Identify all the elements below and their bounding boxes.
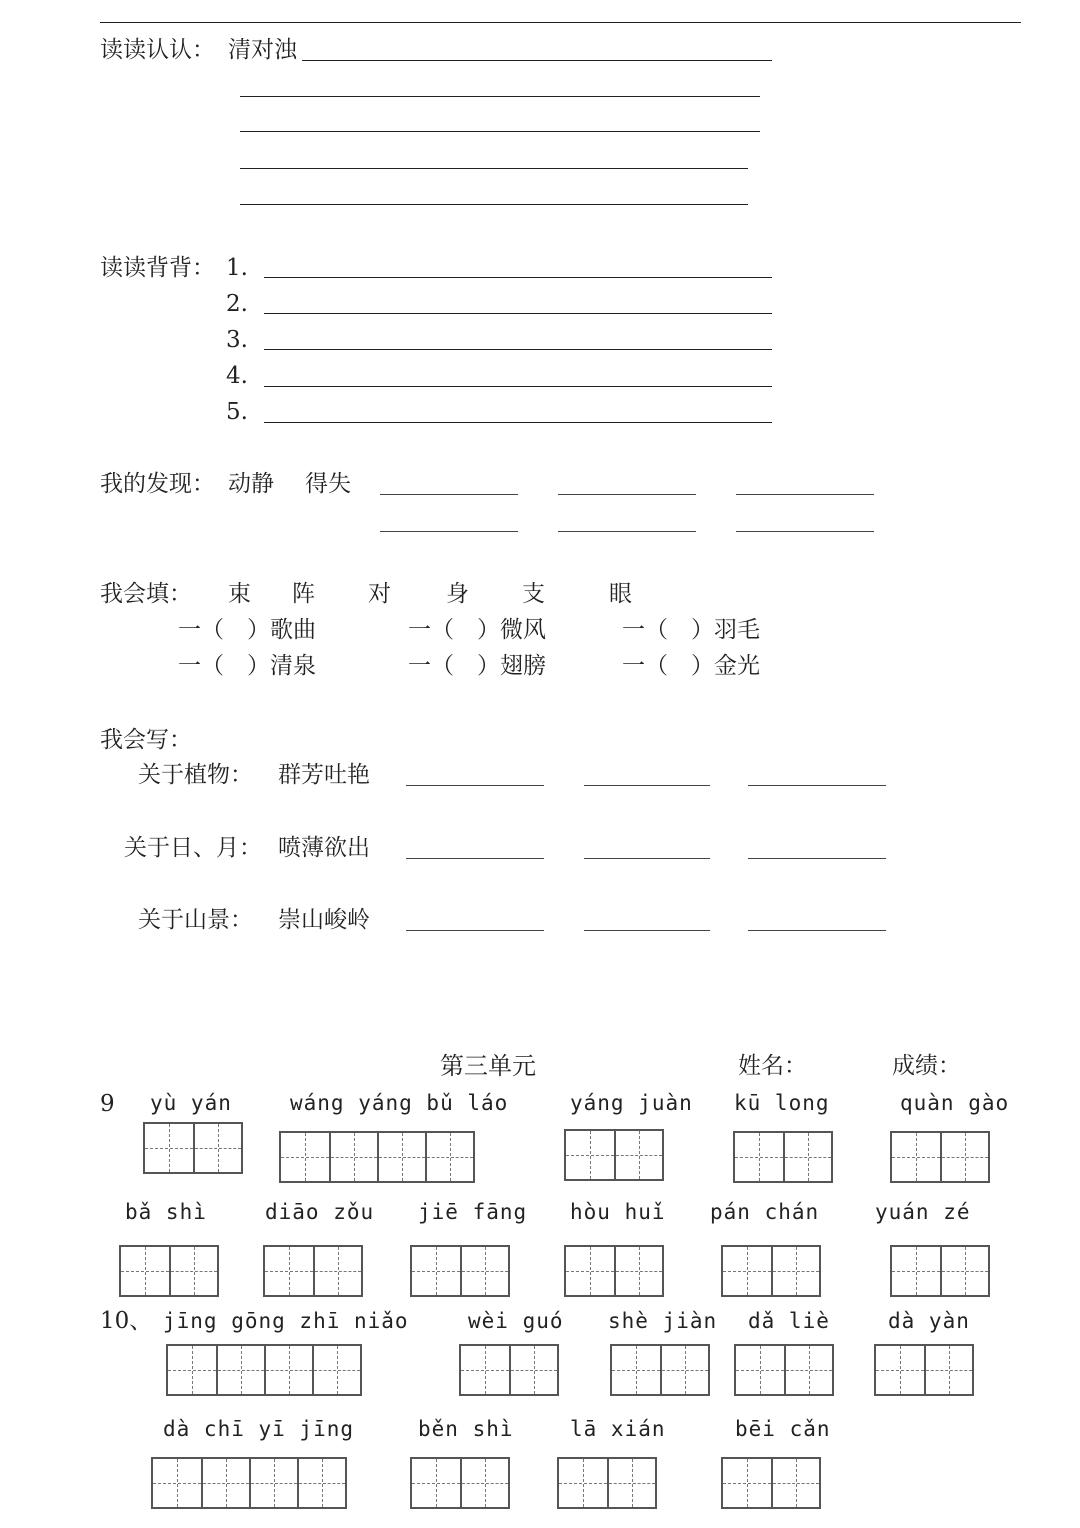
option-word: 身 xyxy=(446,581,469,607)
blank[interactable] xyxy=(584,930,710,931)
fill-item[interactable]: 一（ ）羽毛 xyxy=(622,617,760,643)
option-word: 眼 xyxy=(609,581,632,607)
fill-item[interactable]: 一（ ）微风 xyxy=(408,617,546,643)
answer-line[interactable] xyxy=(240,131,760,132)
answer-line[interactable] xyxy=(264,386,772,387)
item-number: 3. xyxy=(226,327,248,353)
name-label: 姓名： xyxy=(738,1053,807,1079)
pinyin: jiē fāng xyxy=(418,1200,528,1224)
answer-line[interactable] xyxy=(264,277,772,278)
fill-item[interactable]: 一（ ）翅膀 xyxy=(408,653,546,679)
blank[interactable] xyxy=(748,858,886,859)
blank[interactable] xyxy=(584,785,710,786)
tianzige-box[interactable] xyxy=(459,1344,559,1396)
fill-item[interactable]: 一（ ）金光 xyxy=(622,653,760,679)
tianzige-box[interactable] xyxy=(410,1457,510,1509)
pinyin: běn shì xyxy=(418,1417,514,1441)
tianzige-box[interactable] xyxy=(721,1457,821,1509)
option-word: 束 xyxy=(228,581,251,607)
answer-line[interactable] xyxy=(302,60,772,61)
blank[interactable] xyxy=(380,494,518,495)
answer-line[interactable] xyxy=(264,349,772,350)
pinyin: yáng juàn xyxy=(570,1091,693,1115)
tianzige-box[interactable] xyxy=(557,1457,657,1509)
pinyin: pán chán xyxy=(710,1200,820,1224)
pinyin: lā xián xyxy=(570,1417,666,1441)
tianzige-box[interactable] xyxy=(564,1245,664,1297)
tianzige-box[interactable] xyxy=(874,1344,974,1396)
blank[interactable] xyxy=(406,858,544,859)
blank[interactable] xyxy=(736,494,874,495)
section4-label: 我会填： xyxy=(100,581,192,607)
write-example: 崇山峻岭 xyxy=(278,907,370,933)
tianzige-box[interactable] xyxy=(143,1122,243,1174)
write-topic: 关于山景： xyxy=(138,907,253,933)
answer-line[interactable] xyxy=(240,204,748,205)
tianzige-box[interactable] xyxy=(721,1245,821,1297)
tianzige-box[interactable] xyxy=(890,1245,990,1297)
write-topic: 关于植物： xyxy=(138,762,253,788)
answer-line[interactable] xyxy=(264,313,772,314)
item-number: 1. xyxy=(226,255,248,281)
pinyin: yuán zé xyxy=(875,1200,971,1224)
section3-label: 我的发现： xyxy=(100,471,215,497)
tianzige-box[interactable] xyxy=(166,1344,362,1396)
blank[interactable] xyxy=(406,930,544,931)
option-word: 阵 xyxy=(292,581,315,607)
top-rule xyxy=(100,22,1021,23)
blank[interactable] xyxy=(380,531,518,532)
tianzige-box[interactable] xyxy=(410,1245,510,1297)
section1-label: 读读认认： xyxy=(100,37,215,63)
pinyin: dà yàn xyxy=(888,1309,970,1333)
tianzige-box[interactable] xyxy=(610,1344,710,1396)
section5-label: 我会写： xyxy=(100,727,192,753)
section2-label: 读读背背： xyxy=(100,255,215,281)
write-example: 群芳吐艳 xyxy=(278,762,370,788)
lesson-number: 9 xyxy=(100,1091,115,1117)
item-number: 2. xyxy=(226,291,248,317)
pinyin: wèi guó xyxy=(468,1309,564,1333)
unit-title: 第三单元 xyxy=(440,1052,536,1080)
pinyin: quàn gào xyxy=(900,1091,1010,1115)
option-word: 支 xyxy=(522,581,545,607)
pinyin: bǎ shì xyxy=(125,1200,207,1224)
pinyin: wáng yáng bǔ láo xyxy=(290,1091,509,1115)
pinyin: shè jiàn xyxy=(608,1309,718,1333)
blank[interactable] xyxy=(736,531,874,532)
pinyin: bēi cǎn xyxy=(735,1417,831,1441)
tianzige-box[interactable] xyxy=(151,1457,347,1509)
option-word: 对 xyxy=(368,581,391,607)
blank[interactable] xyxy=(584,858,710,859)
write-example: 喷薄欲出 xyxy=(278,835,370,861)
tianzige-box[interactable] xyxy=(564,1129,664,1181)
item-number: 4. xyxy=(226,363,248,389)
pinyin: jīng gōng zhī niǎo xyxy=(163,1309,409,1333)
blank[interactable] xyxy=(748,785,886,786)
lesson-number: 10、 xyxy=(100,1308,153,1334)
tianzige-box[interactable] xyxy=(279,1131,475,1183)
pinyin: diāo zǒu xyxy=(265,1200,375,1224)
item-number: 5. xyxy=(226,399,248,425)
fill-item[interactable]: 一（ ）歌曲 xyxy=(178,617,316,643)
fill-item[interactable]: 一（ ）清泉 xyxy=(178,653,316,679)
pinyin: dǎ liè xyxy=(748,1309,830,1333)
tianzige-box[interactable] xyxy=(119,1245,219,1297)
tianzige-box[interactable] xyxy=(733,1131,833,1183)
answer-line[interactable] xyxy=(240,168,748,169)
answer-line[interactable] xyxy=(264,422,772,423)
pinyin: dà chī yī jīng xyxy=(163,1417,355,1441)
pinyin: kū long xyxy=(734,1091,830,1115)
tianzige-box[interactable] xyxy=(890,1131,990,1183)
section1-word: 清对浊 xyxy=(228,37,297,63)
write-topic: 关于日、月： xyxy=(124,835,262,861)
blank[interactable] xyxy=(748,930,886,931)
tianzige-box[interactable] xyxy=(263,1245,363,1297)
pinyin: yù yán xyxy=(150,1091,232,1115)
example-word: 动静 xyxy=(228,471,274,497)
pinyin: hòu huǐ xyxy=(570,1200,666,1224)
blank[interactable] xyxy=(406,785,544,786)
tianzige-box[interactable] xyxy=(734,1344,834,1396)
blank[interactable] xyxy=(558,531,696,532)
answer-line[interactable] xyxy=(240,96,760,97)
example-word: 得失 xyxy=(305,471,351,497)
blank[interactable] xyxy=(558,494,696,495)
score-label: 成绩： xyxy=(892,1053,961,1079)
